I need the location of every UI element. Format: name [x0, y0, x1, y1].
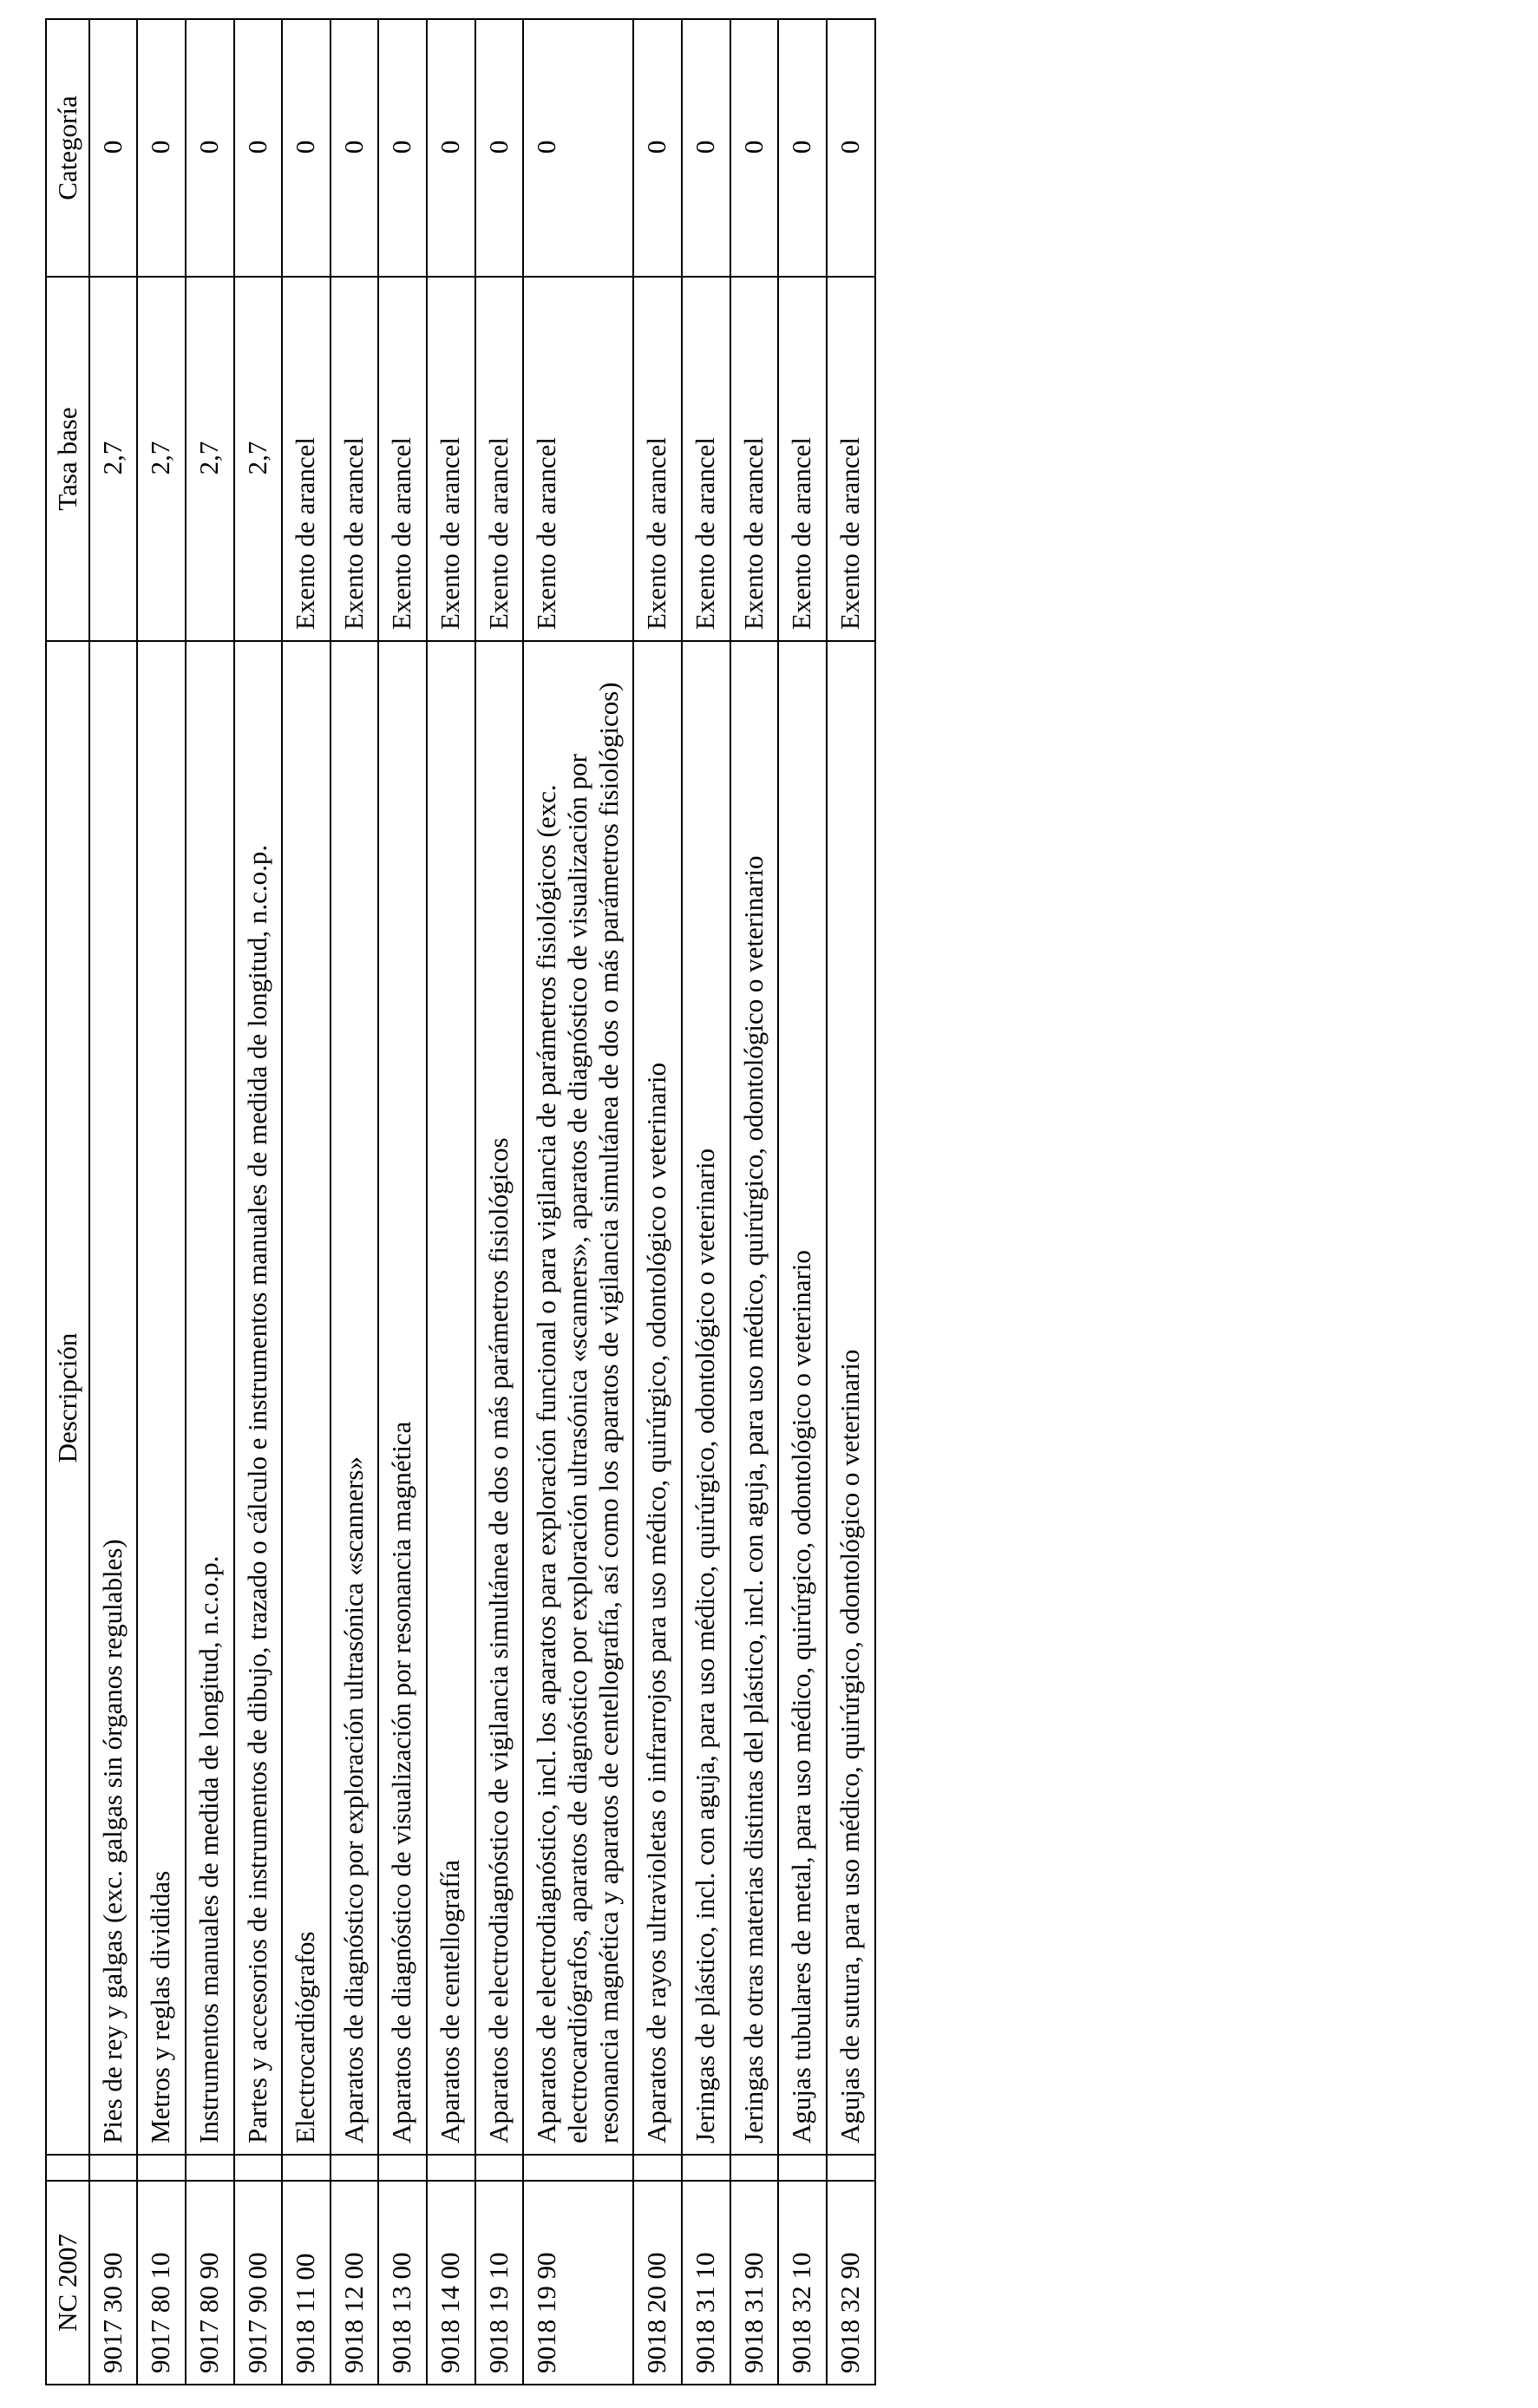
rate-cell: Exento de arancel [682, 277, 730, 641]
spacer-cell [523, 2155, 633, 2181]
category-cell: 0 [234, 19, 283, 277]
code-cell: 9018 19 10 [475, 2181, 524, 2385]
spacer-cell [282, 2155, 331, 2181]
code-cell: 9018 32 90 [827, 2181, 875, 2385]
description-cell: Pies de rey y galgas (exc. galgas sin órganos regulables) [89, 641, 138, 2155]
table-row [778, 19, 827, 2385]
spacer-cell [89, 2155, 138, 2181]
table-row [89, 19, 138, 2385]
table-row [523, 19, 633, 2385]
category-cell: 0 [682, 19, 730, 277]
rotated-page [45, 20, 1225, 2385]
spacer-cell [427, 2155, 475, 2181]
rate-cell: Exento de arancel [331, 277, 379, 641]
table-body [89, 19, 875, 2385]
category-cell: 0 [331, 19, 379, 277]
table-row [186, 19, 234, 2385]
category-cell: 0 [137, 19, 186, 277]
code-cell: 9018 32 10 [778, 2181, 827, 2385]
spacer-cell [234, 2155, 283, 2181]
code-cell: 9018 11 00 [282, 2181, 331, 2385]
tariff-table [45, 18, 876, 2385]
rate-cell: Exento de arancel [427, 277, 475, 641]
category-cell: 0 [89, 19, 138, 277]
category-cell: 0 [633, 19, 682, 277]
header-code: NC 2007 [46, 2181, 89, 2385]
spacer-cell [137, 2155, 186, 2181]
category-cell: 0 [378, 19, 427, 277]
table-row [633, 19, 682, 2385]
code-cell: 9017 90 00 [234, 2181, 283, 2385]
rate-cell: Exento de arancel [778, 277, 827, 641]
spacer-cell [186, 2155, 234, 2181]
rate-cell: 2,7 [234, 277, 283, 641]
category-cell: 0 [427, 19, 475, 277]
table-row [475, 19, 524, 2385]
category-cell: 0 [523, 19, 633, 277]
table-row [137, 19, 186, 2385]
code-cell: 9018 20 00 [633, 2181, 682, 2385]
code-cell: 9018 19 90 [523, 2181, 633, 2385]
description-cell: Instrumentos manuales de medida de longitud, n.c.o.p. [186, 641, 234, 2155]
description-cell: Aparatos de diagnóstico por exploración ultrasónica «scanners» [331, 641, 379, 2155]
description-cell: Jeringas de plástico, incl. con aguja, para uso médico, quirúrgico, odontológico o veterinario [682, 641, 730, 2155]
table-row [682, 19, 730, 2385]
code-cell: 9017 30 90 [89, 2181, 138, 2385]
table-row [234, 19, 283, 2385]
rate-cell: Exento de arancel [475, 277, 524, 641]
rate-cell: Exento de arancel [827, 277, 875, 641]
rate-cell: 2,7 [186, 277, 234, 641]
table-row [827, 19, 875, 2385]
rate-cell: Exento de arancel [523, 277, 633, 641]
table-row [427, 19, 475, 2385]
description-cell: Metros y reglas divididas [137, 641, 186, 2155]
spacer-cell [633, 2155, 682, 2181]
spacer-cell [778, 2155, 827, 2181]
code-cell: 9018 14 00 [427, 2181, 475, 2385]
code-cell: 9017 80 10 [137, 2181, 186, 2385]
table-row [378, 19, 427, 2385]
description-cell: Aparatos de electrodiagnóstico de vigilancia simultánea de dos o más parámetros fisiológicos [475, 641, 524, 2155]
category-cell: 0 [282, 19, 331, 277]
rate-cell: Exento de arancel [282, 277, 331, 641]
table-row [282, 19, 331, 2385]
description-cell: Jeringas de otras materias distintas del plástico, incl. con aguja, para uso médico, quirúrgico, odontológico o veterinario [730, 641, 779, 2155]
header-rate: Tasa base [46, 277, 89, 641]
spacer-cell [475, 2155, 524, 2181]
description-cell: Aparatos de centellografía [427, 641, 475, 2155]
category-cell: 0 [827, 19, 875, 277]
description-cell: Aparatos de electrodiagnóstico, incl. los aparatos para exploración funcional o para vigilancia de parámetros fisiológicos (exc. electrocardiógrafos, aparatos de diagnóstico por exploración ultrasónica «scanners», aparatos de diagnóstico de visualización por resonancia magnética y aparatos de centellografía, así como los aparatos de vigilancia simultánea de dos o más parámetros fisiológicos) [523, 641, 633, 2155]
spacer-cell [378, 2155, 427, 2181]
category-cell: 0 [475, 19, 524, 277]
description-cell: Agujas tubulares de metal, para uso médico, quirúrgico, odontológico o veterinario [778, 641, 827, 2155]
rate-cell: Exento de arancel [633, 277, 682, 641]
code-cell: 9017 80 90 [186, 2181, 234, 2385]
table-row [730, 19, 779, 2385]
code-cell: 9018 13 00 [378, 2181, 427, 2385]
header-row [46, 19, 89, 2385]
code-cell: 9018 31 10 [682, 2181, 730, 2385]
code-cell: 9018 31 90 [730, 2181, 779, 2385]
spacer-cell [331, 2155, 379, 2181]
rate-cell: 2,7 [137, 277, 186, 641]
category-cell: 0 [186, 19, 234, 277]
header-category: Categoría [46, 19, 89, 277]
description-cell: Aparatos de rayos ultravioletas o infrarrojos para uso médico, quirúrgico, odontológico o veterinario [633, 641, 682, 2155]
description-cell: Electrocardiógrafos [282, 641, 331, 2155]
spacer-cell [827, 2155, 875, 2181]
header-description: Descripción [46, 641, 89, 2155]
header-spacer [46, 2155, 89, 2181]
table-row [331, 19, 379, 2385]
rate-cell: 2,7 [89, 277, 138, 641]
spacer-cell [730, 2155, 779, 2181]
rate-cell: Exento de arancel [730, 277, 779, 641]
code-cell: 9018 12 00 [331, 2181, 379, 2385]
category-cell: 0 [778, 19, 827, 277]
category-cell: 0 [730, 19, 779, 277]
spacer-cell [682, 2155, 730, 2181]
description-cell: Partes y accesorios de instrumentos de dibujo, trazado o cálculo e instrumentos manuales de medida de longitud, n.c.o.p. [234, 641, 283, 2155]
rate-cell: Exento de arancel [378, 277, 427, 641]
description-cell: Agujas de sutura, para uso médico, quirúrgico, odontológico o veterinario [827, 641, 875, 2155]
description-cell: Aparatos de diagnóstico de visualización por resonancia magnética [378, 641, 427, 2155]
